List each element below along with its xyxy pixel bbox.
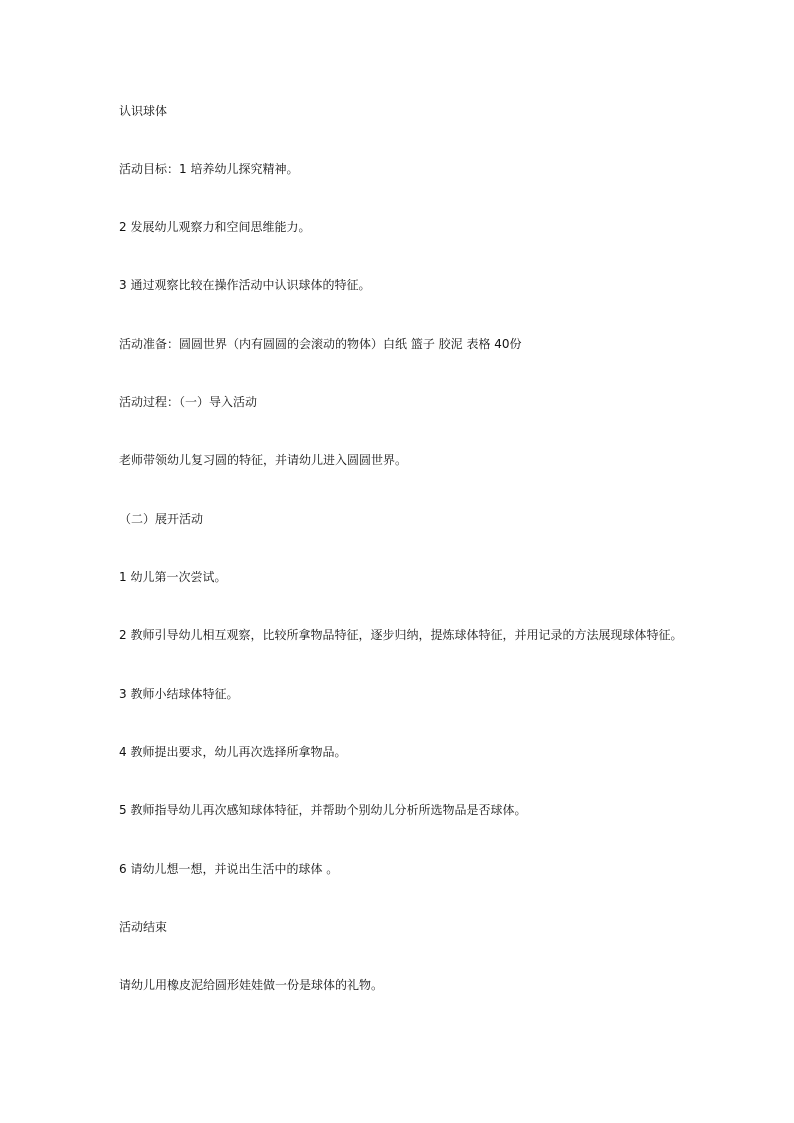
- goal-line-1: 活动目标：1 培养幼儿探究精神。: [119, 162, 299, 176]
- step-5: 5 教师指导幼儿再次感知球体特征，并帮助个别幼儿分析所选物品是否球体。: [119, 803, 527, 817]
- end-text: 请幼儿用橡皮泥给圆形娃娃做一份是球体的礼物。: [119, 978, 384, 992]
- intro-text: 老师带领幼儿复习圆的特征，并请幼儿进入圆圆世界。: [119, 453, 408, 467]
- step-3: 3 教师小结球体特征。: [119, 687, 239, 701]
- section-two-heading: （二）展开活动: [119, 512, 204, 526]
- preparation-line: 活动准备：圆圆世界（内有圆圆的会滚动的物体）白纸 篮子 胶泥 表格 40份: [119, 337, 522, 351]
- step-2: 2 教师引导幼儿相互观察，比较所拿物品特征，逐步归纳，提炼球体特征，并用记录的方法展现球体特征。: [119, 628, 683, 642]
- process-heading: 活动过程：（一）导入活动: [119, 395, 258, 409]
- step-1: 1 幼儿第一次尝试。: [119, 570, 227, 584]
- step-6: 6 请幼儿想一想，并说出生活中的球体 。: [119, 862, 339, 876]
- goal-line-3: 3 通过观察比较在操作活动中认识球体的特征。: [119, 278, 371, 292]
- goal-line-2: 2 发展幼儿观察力和空间思维能力。: [119, 220, 311, 234]
- end-heading: 活动结束: [119, 920, 168, 934]
- step-4: 4 教师提出要求，幼儿再次选择所拿物品。: [119, 745, 347, 759]
- document-title: 认识球体: [119, 104, 168, 118]
